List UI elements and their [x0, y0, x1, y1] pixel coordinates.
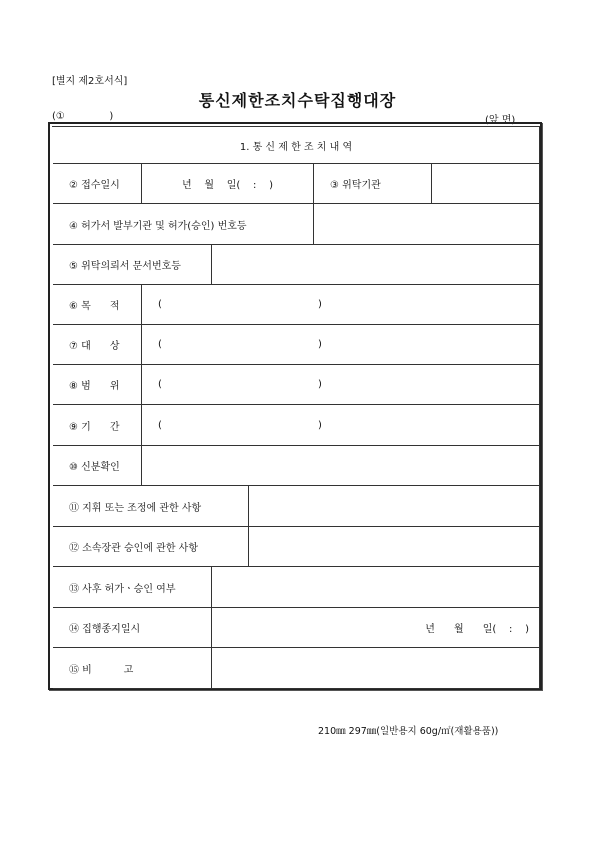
entrusting-agency-label: ③ 위탁기관 — [313, 164, 431, 203]
target-close-paren: ) — [318, 339, 322, 350]
request-doc-label: ⑤ 위탁의뢰서 문서번호등 — [69, 261, 181, 272]
purpose-open-paren: ( — [158, 299, 162, 310]
period-row — [53, 405, 540, 446]
remarks-row — [53, 648, 540, 689]
target-label: ⑦ 대 상 — [69, 341, 120, 352]
instructions-label: ⑪ 지휘 또는 조정에 관한 사항 — [69, 502, 202, 514]
purpose-label: ⑥ 목 적 — [69, 301, 120, 312]
post-approval-label: ⑬ 사후 허가ㆍ승인 여부 — [69, 583, 176, 595]
purpose-close-paren: ) — [318, 299, 322, 310]
serial-number-label: (① ) — [52, 111, 114, 122]
entrusting-agency-field[interactable] — [431, 164, 539, 203]
front-side-label: (앞 면) — [485, 115, 516, 126]
period-close-paren: ) — [318, 419, 322, 431]
post-approval-row — [53, 567, 540, 608]
receipt-datetime-field[interactable]: 년 월 일( : ) — [141, 164, 313, 203]
target-row — [53, 325, 540, 365]
instructions-field[interactable] — [248, 486, 539, 526]
purpose-row — [53, 285, 540, 325]
instructions-row — [53, 486, 540, 527]
document-title: 통신제한조치수탁집행대장 — [198, 91, 397, 110]
remarks-label: ⑮ 비 고 — [69, 664, 134, 676]
scope-open-paren: ( — [158, 379, 162, 390]
approval-row — [53, 527, 540, 567]
request-doc-row — [53, 245, 540, 285]
end-datetime-row — [53, 608, 540, 648]
approval-field[interactable] — [248, 527, 539, 566]
paper-size-footer: 210㎜ 297㎜(일반용지 60g/㎡(재활용품)) — [318, 726, 499, 737]
target-field[interactable] — [141, 325, 539, 364]
identity-label: ⑩ 신분확인 — [69, 462, 120, 473]
request-doc-field[interactable] — [211, 245, 539, 284]
receipt-row — [53, 164, 540, 204]
scope-close-paren: ) — [318, 379, 322, 390]
period-open-paren: ( — [158, 419, 162, 431]
permit-row — [53, 204, 540, 245]
form-number-label: [별지 제2호서식] — [52, 76, 128, 87]
scope-row — [53, 365, 540, 405]
period-field[interactable] — [141, 405, 539, 445]
identity-field[interactable] — [141, 446, 539, 485]
post-approval-field[interactable] — [211, 567, 539, 607]
target-open-paren: ( — [158, 339, 162, 350]
permit-issuer-field[interactable] — [313, 204, 539, 244]
remarks-field[interactable] — [211, 648, 539, 688]
end-datetime-field[interactable]: 년 월 일( : ) — [211, 608, 539, 647]
purpose-field[interactable] — [141, 285, 539, 324]
form-table — [52, 126, 540, 676]
section-header: 1. 통 신 제 한 조 치 내 역 — [239, 141, 353, 153]
scope-label: ⑧ 범 위 — [69, 381, 120, 392]
receipt-datetime-label: ② 접수일시 — [69, 180, 120, 191]
period-label: ⑨ 기 간 — [69, 421, 120, 433]
identity-row — [53, 446, 540, 486]
scope-field[interactable] — [141, 365, 539, 404]
section-header-row — [53, 127, 540, 164]
permit-issuer-label: ④ 허가서 발부기관 및 허가(승인) 번호등 — [69, 220, 247, 232]
approval-label: ⑫ 소속장관 승인에 관한 사항 — [69, 543, 198, 554]
end-datetime-label: ⑭ 집행종지일시 — [69, 624, 141, 635]
